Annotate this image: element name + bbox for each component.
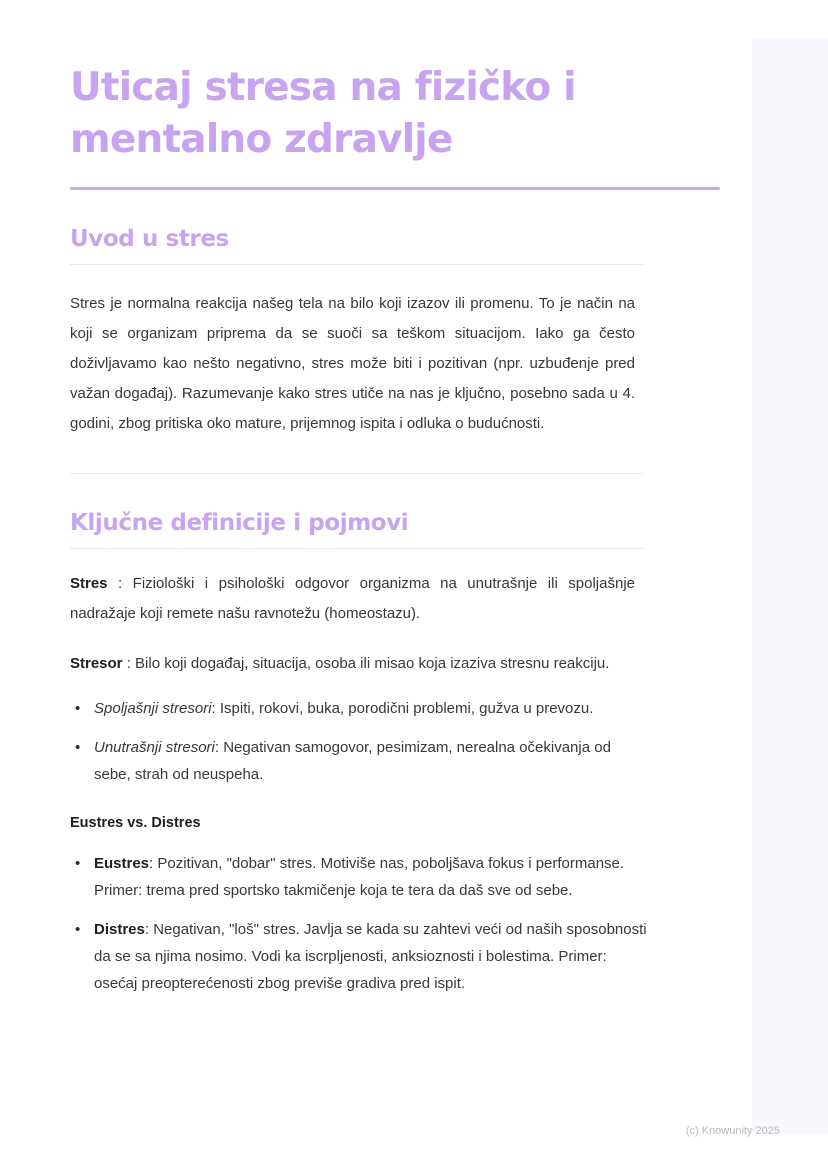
list-item-lead: Eustres — [94, 855, 150, 872]
list-item — [70, 695, 635, 722]
paragraph-uvod: Stres je normalna reakcija našeg tela na bilo koji izazov ili promenu. To je način na koji se organizam priprema da se suoči sa teškom situacijom. Iako ga često doživljavamo kao nešto negativno, stres može biti i pozitivan (npr. uzbuđenje pred važan događaj). Razumevanje kako stres utiče na nas je ključno, posebno sada u 4. godini, zbog pritiska oko mature, prijemnog ispita i odluka o budućnosti. — [70, 295, 635, 432]
title-divider — [70, 187, 720, 190]
list-item-text: : Negativan samogovor, pesimizam, nerealna očekivanja od sebe, strah od neuspeha. — [94, 739, 611, 783]
next-page-edge — [745, 38, 828, 1133]
list-item — [70, 850, 654, 904]
document-content — [70, 62, 647, 997]
definition-stres — [70, 569, 635, 629]
section-heading-underline — [70, 264, 643, 265]
definition-separator: : — [122, 655, 136, 672]
definition-text: Fiziološki i psihološki odgovor organizma na unutrašnje ili spoljašnje nadražaje koji remete našu ravnotežu (homeostazu). — [70, 575, 635, 622]
list-item — [70, 734, 635, 788]
definition-term: Stres — [70, 575, 108, 592]
list-item-text: : Ispiti, rokovi, buka, porodični problemi, gužva u prevozu. — [211, 700, 594, 717]
stressor-list — [70, 695, 635, 788]
list-item-text: : Pozitivan, "dobar" stres. Motiviše nas, poboljšava fokus i performanse. Primer: trema pred sportsko takmičenje koja te tera da daš sve od sebe. — [94, 855, 625, 899]
section-heading-uvod-u-stres: Uvod u stres — [70, 226, 229, 252]
list-item-text: : Negativan, "loš" stres. Javlja se kada su zahtevi veći od naših sposobnosti da se sa njima nosimo. Vodi ka iscrpljenosti, anksioznosti i bolestima. Primer: osećaj preopterećenosti zbog previše gradiva pred ispit. — [94, 921, 647, 992]
section-heading-kljucne-definicije: Ključne definicije i pojmovi — [70, 510, 409, 536]
section-divider — [70, 473, 643, 474]
footer-copyright: (c) Knowunity 2025 — [685, 1125, 780, 1137]
list-item-lead: Distres — [94, 921, 145, 938]
definition-text: Bilo koji događaj, situacija, osoba ili misao koja izaziva stresnu reakciju. — [135, 655, 610, 672]
list-item — [70, 916, 654, 997]
page-title: Uticaj stresa na fizičko i mentalno zdravlje — [70, 65, 576, 162]
section-kljucne-definicije — [70, 508, 647, 997]
definition-stresor — [70, 649, 635, 679]
definition-term: Stresor — [70, 655, 123, 672]
subheading-eustres-vs-distres: Eustres vs. Distres — [70, 815, 201, 831]
section-heading-underline — [70, 548, 643, 549]
list-item-lead: Spoljašnji stresori — [94, 700, 212, 717]
definition-separator: : — [107, 575, 133, 592]
section-uvod-u-stres — [70, 224, 635, 439]
eustres-distres-list — [70, 850, 647, 997]
list-item-lead: Unutrašnji stresori — [94, 739, 215, 756]
